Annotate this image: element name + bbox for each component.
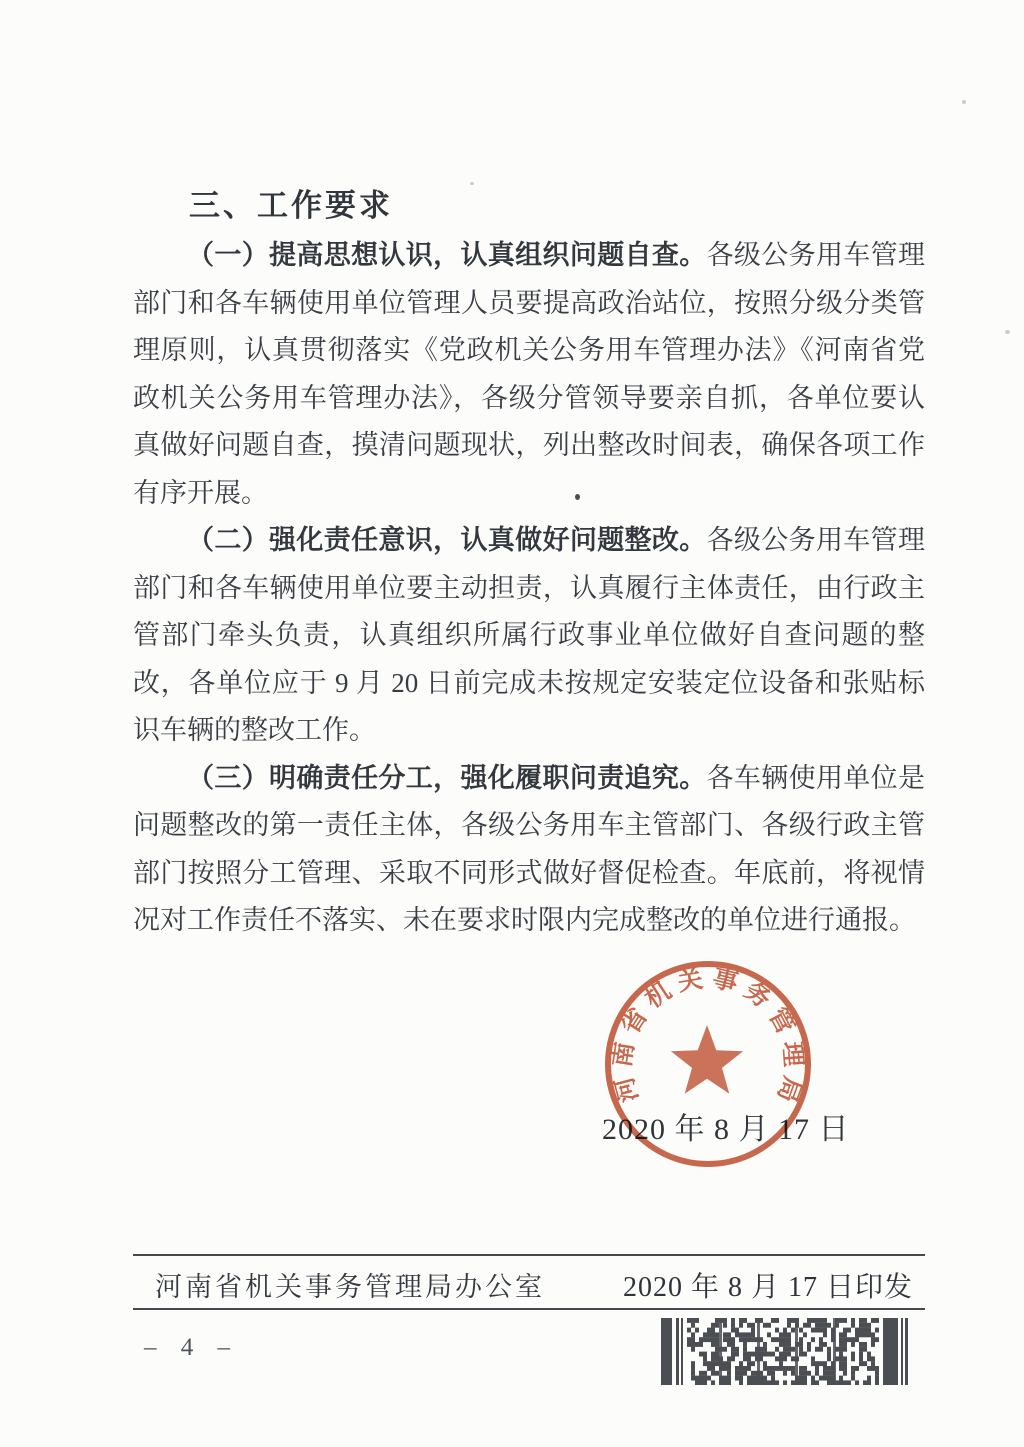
page-number: – 4 – <box>144 1334 239 1361</box>
scan-speck <box>1005 330 1010 334</box>
footer-rule-bottom <box>133 1308 925 1310</box>
official-seal <box>601 957 815 1171</box>
section-heading: 三、工作要求 <box>189 188 393 223</box>
footer-print-date: 2020 年 8 月 17 日印发 <box>622 1272 913 1303</box>
scan-speck <box>962 100 966 104</box>
scan-artifact-dot <box>575 494 580 500</box>
footer-issuer: 河南省机关事务管理局办公室 <box>155 1272 545 1302</box>
paragraph-1-lead: （一）提高思想认识，认真组织问题自查。 <box>187 240 707 270</box>
paragraph-2-lead: （二）强化责任意识，认真做好问题整改。 <box>187 525 707 555</box>
scan-speck <box>470 182 474 185</box>
barcode-graphic <box>661 1318 909 1385</box>
paragraph-1-text: 各级公务用车管理部门和各车辆使用单位管理人员要提高政治站位，按照分级分类管理原则，认真贯彻落实《党政机关公务用车管理办法》《河南省党政机关公务用车管理办法》，各级分管领导要亲自抓，各单位要认真做好问题自查，摸清问题现状，列出整改时间表，确保各项工作有序开展。 <box>133 240 926 508</box>
paragraph-3-lead: （三）明确责任分工，强化履职问责追究。 <box>187 762 707 793</box>
footer-rule-top <box>133 1254 925 1256</box>
paragraph-3-text: 各车辆使用单位是问题整改的第一责任主体，各级公务用车主管部门、各级行政主管部门按照分工管理、采取不同形式做好督促检查。年底前，将视情况对工作责任不落实、未在要求时限内完成整改的单位进行通报。 <box>133 762 926 935</box>
seal-text-curved: 河南省机关事务管理局 <box>608 964 807 1113</box>
star-icon <box>671 1025 743 1094</box>
document-body <box>133 232 925 945</box>
paragraph-1 <box>133 232 925 517</box>
signature-date: 2020 年 8 月 17 日 <box>602 1113 850 1146</box>
paragraph-2 <box>133 517 925 755</box>
paragraph-2-text: 各级公务用车管理部门和各车辆使用单位要主动担责，认真履行主体责任，由行政主管部门牵头负责，认真组织所属行政事业单位做好自查问题的整改，各单位应于 9 月 20 日前完成未按规定安装定位设备和张贴标识车辆的整改工作。 <box>133 525 926 745</box>
paragraph-3 <box>133 755 925 945</box>
footer-row <box>133 1265 925 1305</box>
barcode <box>661 1318 909 1385</box>
